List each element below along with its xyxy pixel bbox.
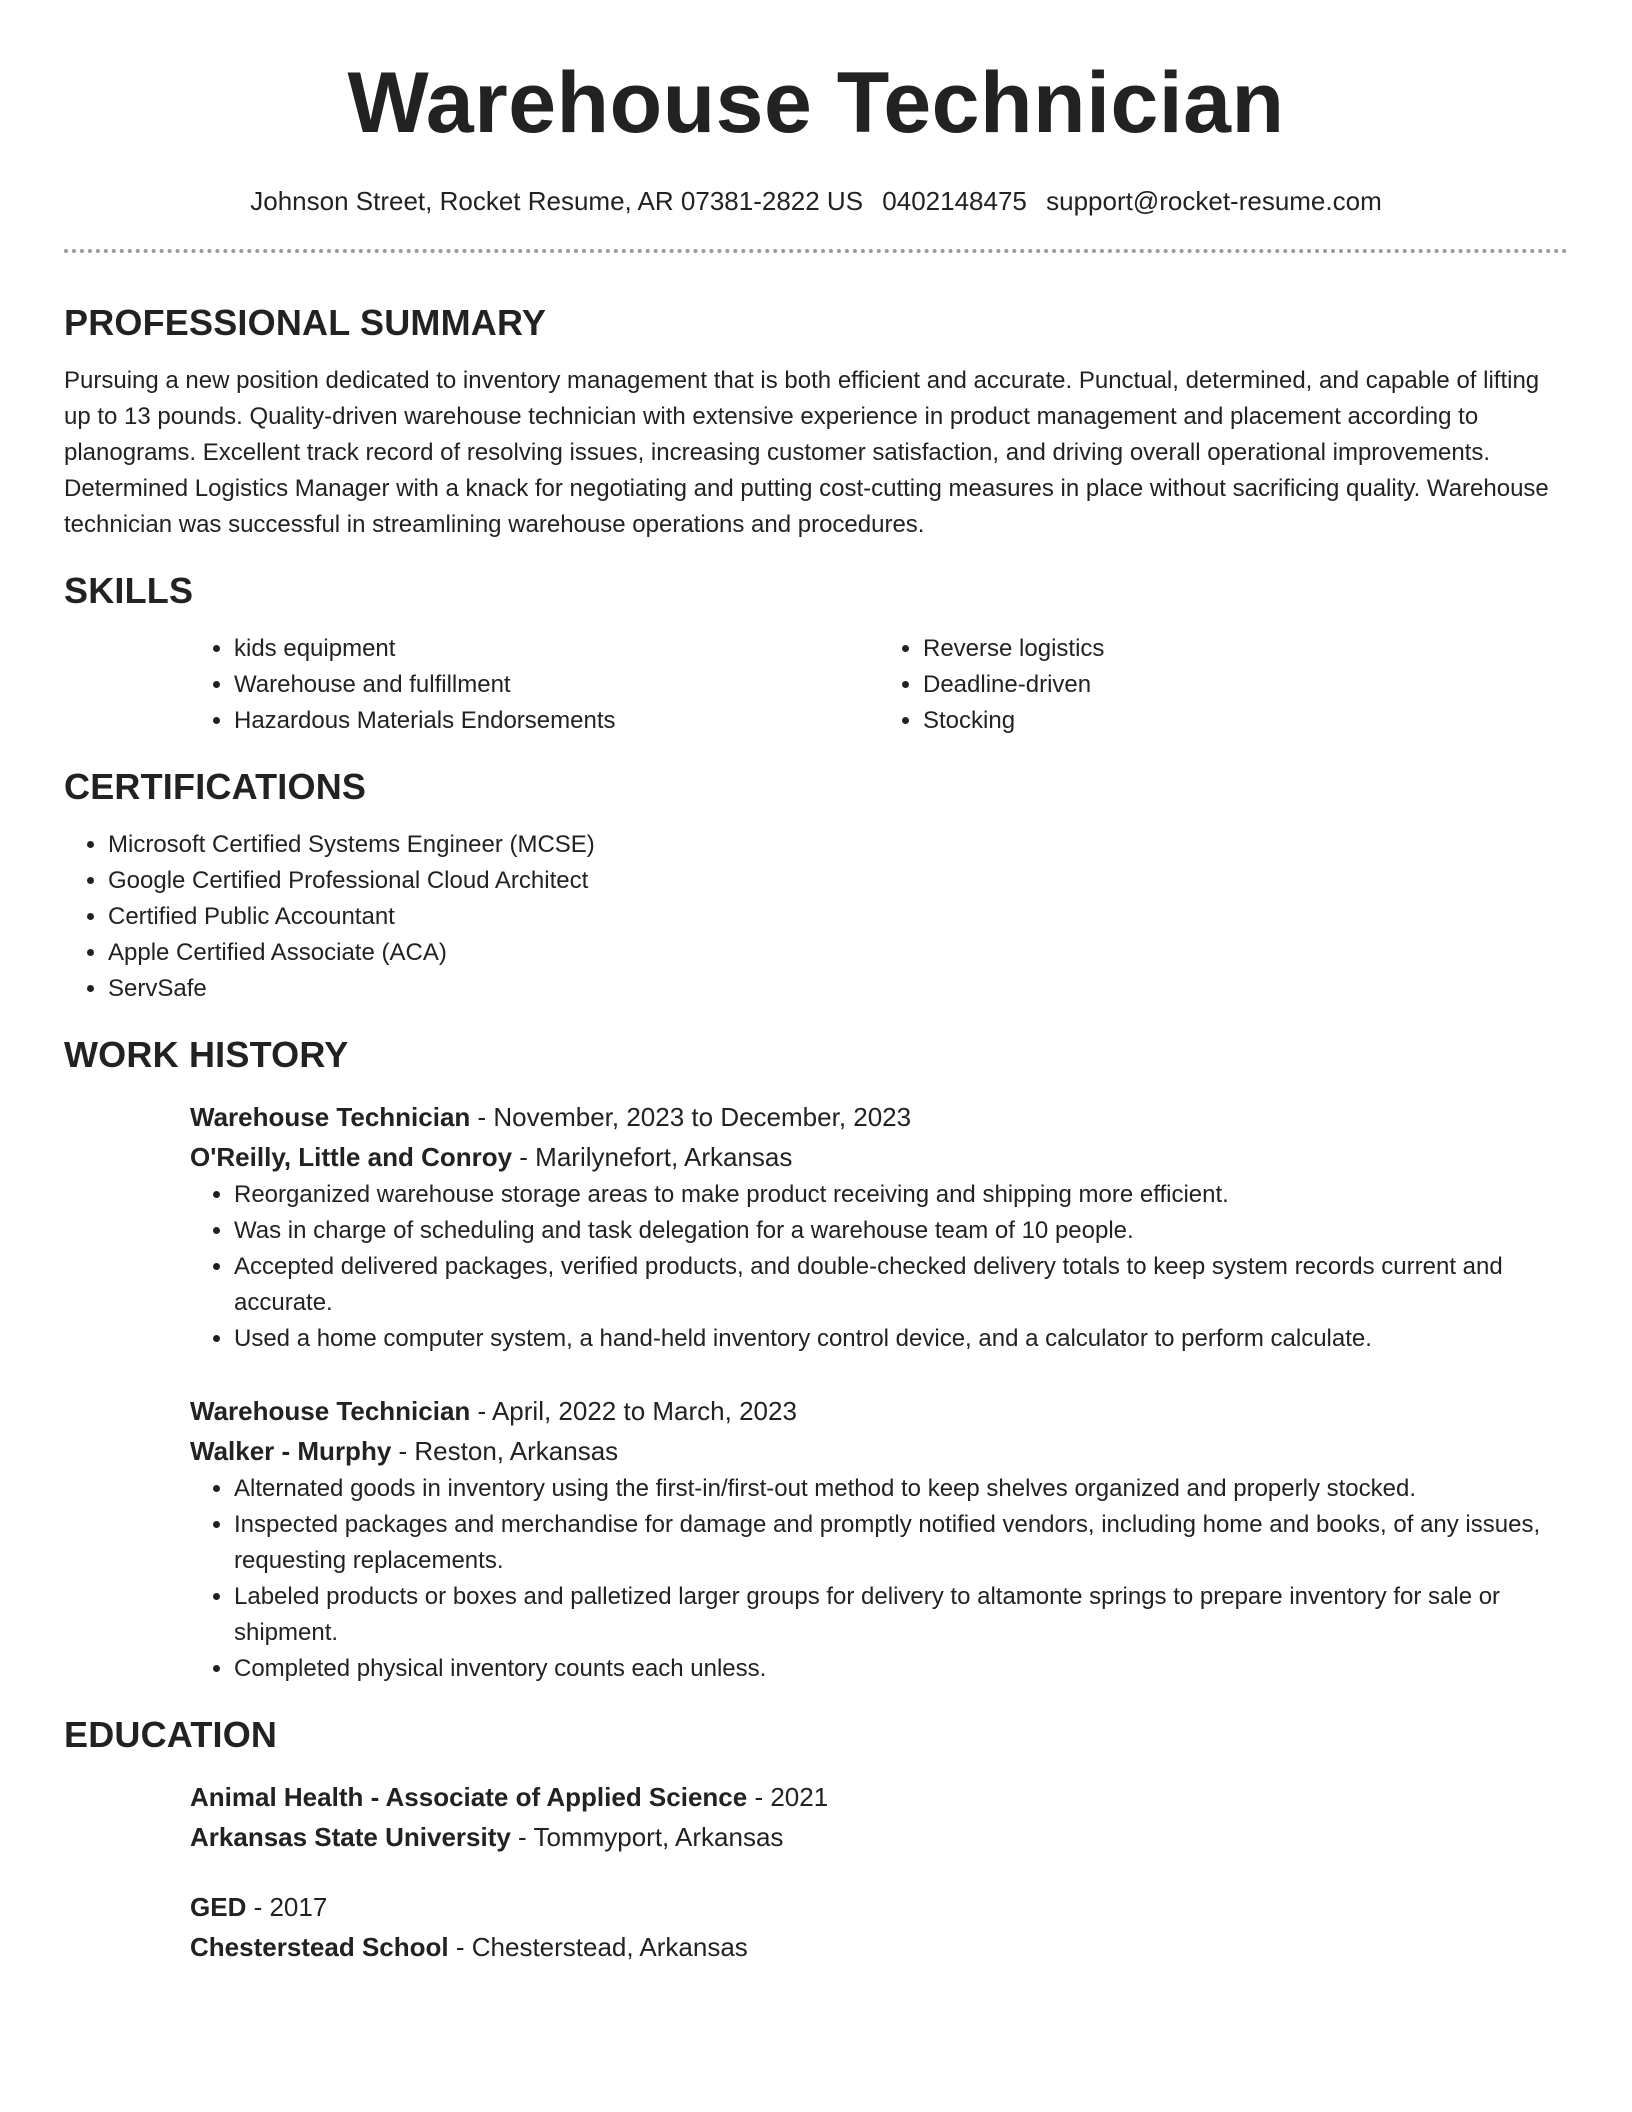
skill-item: • Hazardous Materials Endorsements	[234, 703, 879, 739]
education-year: - 2021	[747, 1782, 829, 1813]
summary-text: Pursuing a new position dedicated to inventory management that is both efficient and accurate. Punctual, determined, and capable of lifting up to 13 pounds. Quality-driven warehouse technician with extensive experience in product management and placement according to planograms. Excellent track record of resolving issues, increasing customer satisfaction, and driving overall operational improvements. Determined Logistics Manager with a knack for negotiating and putting cost-cutting measures in place without sacrificing quality. Warehouse technician was successful in streamlining warehouse operations and procedures.	[64, 367, 1549, 539]
skills-list	[190, 631, 1568, 739]
job-entry	[190, 1391, 1568, 1687]
resume-name: Warehouse Technician	[347, 55, 1285, 151]
job-duties	[190, 1177, 1568, 1357]
certification-item: • Google Certified Professional Cloud Architect	[108, 863, 1568, 899]
education-location: - Chesterstead, Arkansas	[448, 1932, 748, 1963]
education-degree: GED	[190, 1892, 247, 1923]
education-degree-line	[190, 1777, 1568, 1817]
certifications-list	[64, 827, 1568, 1007]
job-location: - Reston, Arkansas	[391, 1436, 619, 1467]
certifications-heading: CERTIFICATIONS	[64, 766, 367, 808]
contact-phone: 0402148475	[882, 186, 1027, 216]
job-dates: - April, 2022 to March, 2023	[470, 1396, 797, 1427]
job-company-line	[190, 1431, 1568, 1471]
certification-item: • Apple Certified Associate (ACA)	[108, 935, 1568, 971]
job-duties	[190, 1471, 1568, 1687]
skill-item: • Reverse logistics	[923, 631, 1568, 667]
job-dates: - November, 2023 to December, 2023	[470, 1102, 912, 1133]
job-duty: • Inspected packages and merchandise for damage and promptly notified vendors, including home and books, of any issues, requesting replacements.	[234, 1507, 1568, 1579]
job-company: O'Reilly, Little and Conroy	[190, 1142, 513, 1173]
certification-item: • Certified Public Accountant	[108, 899, 1568, 935]
skill-item: • kids equipment	[234, 631, 879, 667]
skill-item: • Deadline-driven	[923, 667, 1568, 703]
education-degree-line	[190, 1887, 1568, 1927]
job-company: Walker - Murphy	[190, 1436, 392, 1467]
skills-column-right	[879, 631, 1568, 739]
education-degree: Animal Health - Associate of Applied Science	[190, 1782, 748, 1813]
job-title-line	[190, 1097, 1568, 1137]
education-heading: EDUCATION	[64, 1714, 278, 1756]
job-role: Warehouse Technician	[190, 1396, 471, 1427]
contact-line	[64, 186, 1568, 217]
skills-heading: SKILLS	[64, 570, 194, 612]
certification-item: • Microsoft Certified Systems Engineer (MCSE)	[108, 827, 1568, 863]
education-school-line	[190, 1817, 1568, 1857]
education-location: - Tommyport, Arkansas	[510, 1822, 784, 1853]
job-duty: • Reorganized warehouse storage areas to make product receiving and shipping more efficient.	[234, 1177, 1568, 1213]
job-duty: • Alternated goods in inventory using the first-in/first-out method to keep shelves organized and properly stocked.	[234, 1471, 1568, 1507]
job-duty: • Accepted delivered packages, verified products, and double-checked delivery totals to keep system records current and accurate.	[234, 1249, 1568, 1321]
job-title-line	[190, 1391, 1568, 1431]
job-duty: • Labeled products or boxes and palletized larger groups for delivery to altamonte springs to prepare inventory for sale or shipment.	[234, 1579, 1568, 1651]
education-entry	[190, 1887, 1568, 1967]
job-location: - Marilynefort, Arkansas	[512, 1142, 793, 1173]
certification-item: • ServSafe	[108, 971, 1568, 1007]
contact-email: support@rocket-resume.com	[1046, 186, 1382, 216]
skill-item: • Stocking	[923, 703, 1568, 739]
education-school-line	[190, 1927, 1568, 1967]
header-divider	[64, 249, 1568, 253]
job-duty: • Completed physical inventory counts each unless.	[234, 1651, 1568, 1687]
job-company-line	[190, 1137, 1568, 1177]
education-school: Chesterstead School	[190, 1932, 449, 1963]
job-duty: • Was in charge of scheduling and task delegation for a warehouse team of 10 people.	[234, 1213, 1568, 1249]
work-history-heading: WORK HISTORY	[64, 1034, 349, 1076]
summary-heading: PROFESSIONAL SUMMARY	[64, 302, 547, 344]
job-entry	[190, 1097, 1568, 1357]
education-school: Arkansas State University	[190, 1822, 511, 1853]
education-year: - 2017	[246, 1892, 328, 1923]
job-duty: • Used a home computer system, a hand-held inventory control device, and a calculator to perform calculate.	[234, 1321, 1568, 1357]
contact-address: Johnson Street, Rocket Resume, AR 07381-2822 US	[250, 186, 864, 216]
education-entry	[190, 1777, 1568, 1857]
job-role: Warehouse Technician	[190, 1102, 471, 1133]
skills-column-left	[190, 631, 879, 739]
skill-item: • Warehouse and fulfillment	[234, 667, 879, 703]
